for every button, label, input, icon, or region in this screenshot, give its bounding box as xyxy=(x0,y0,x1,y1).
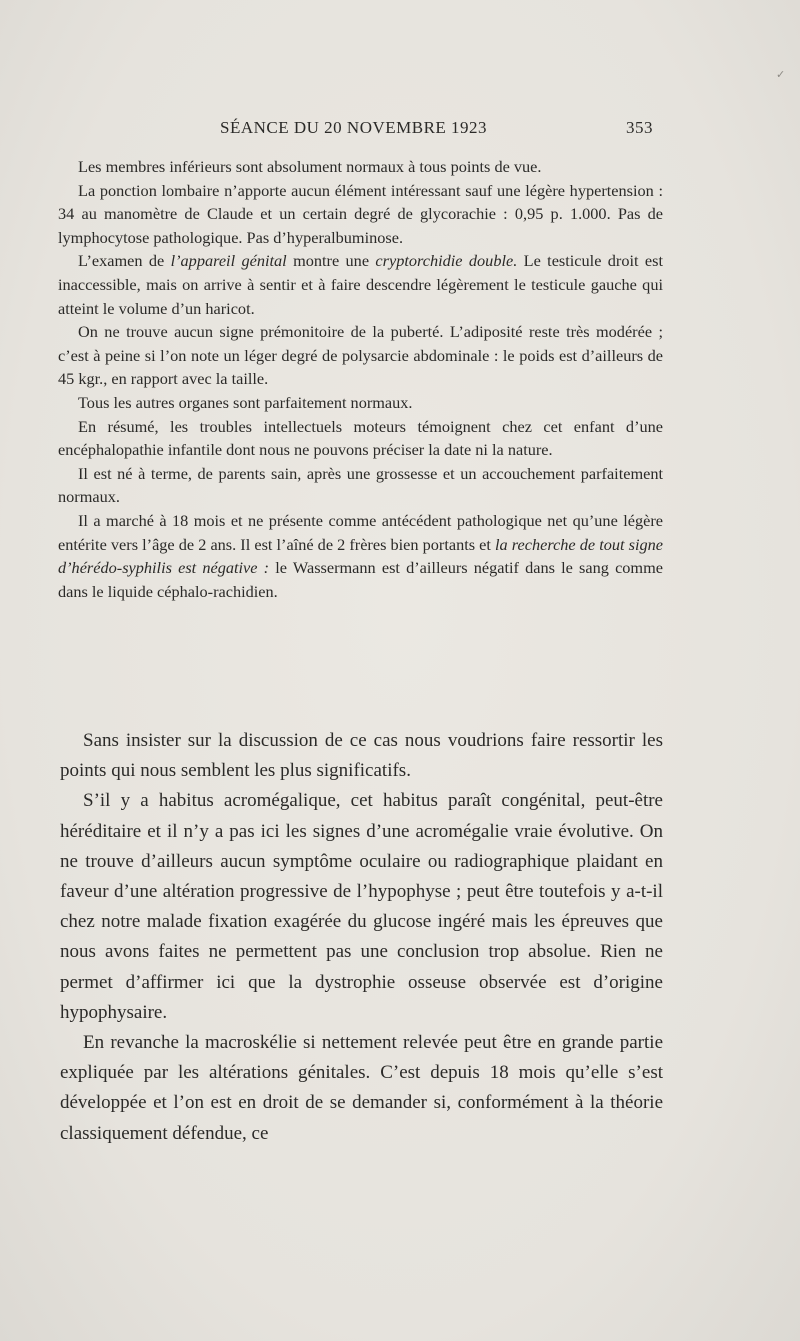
paragraph: En résumé, les troubles intellectuels moteurs témoignent chez cet enfant d’une encéphalopathie infantile dont nous ne pouvons préciser la date ni la nature. xyxy=(58,416,663,460)
page-number: 353 xyxy=(626,118,653,137)
text-run: Il a marché à 18 mois et ne présente comme antécédent pathologique net qu’une légère entérite vers l’âge de 2 ans. Il est l’aîné de 2 frères bien portants et xyxy=(58,510,663,554)
margin-mark: ✓ xyxy=(776,69,786,81)
paragraph: Il est né à terme, de parents sain, après une grossesse et un accouchement parfaitement normaux. xyxy=(58,463,663,507)
paragraph: S’il y a habitus acromégalique, cet habitus paraît congénital, peut-être héréditaire et il n’y a pas ici les signes d’une acromégalie vraie évolutive. On ne trouve d’ailleurs aucun symptôme oculaire ou radiographique plaidant en faveur d’une altération progressive de l’hypophyse ; peut être toutefois y a-t-il chez notre malade fixation exagérée du glucose ingéré mais les épreuves que nous avons faites ne permettent pas une conclusion trop absolue. Rien ne permet d’affirmer ici que la dystrophie osseuse observée est d’origine hypophysaire. xyxy=(60,790,663,1023)
text-run: L’examen de xyxy=(78,251,171,271)
paragraph: Les membres inférieurs sont absolument normaux à tous points de vue. xyxy=(78,157,542,176)
paragraph xyxy=(58,249,663,320)
paragraph: En revanche la macroskélie si nettement relevée peut être en grande partie expliquée par les altérations génitales. C’est depuis 18 mois qu’elle s’est développée et l’on est en droit de se demander si, conformément à la théorie classiquement défendue, ce xyxy=(60,1032,663,1144)
discussion-text xyxy=(60,726,663,1149)
paragraph: La ponction lombaire n’apporte aucun élément intéressant sauf une légère hypertension : 34 au manomètre de Claude et un certain degré de glycorachie : 0,95 p. 1.000. Pas de lymphocytose pathologique. Pas d’hyperalbuminose. xyxy=(58,180,663,247)
paragraph: Sans insister sur la discussion de ce cas nous voudrions faire ressortir les points qui nous semblent les plus significatifs. xyxy=(60,730,663,782)
text-run: Le testicule droit est inaccessible, mais on arrive à sentir et à faire descendre légèrement le testicule gauche qui atteint le volume d’un haricot. xyxy=(58,251,663,318)
running-title: SÉANCE DU 20 NOVEMBRE 1923 xyxy=(220,118,488,137)
italic-run: l’appareil génital xyxy=(170,251,287,271)
paragraph: On ne trouve aucun signe prémonitoire de la puberté. L’adiposité reste très modérée ; c’est à peine si l’on note un léger degré de polysarcie abdominale : le poids est d’ailleurs de 45 kgr., en rapport avec la taille. xyxy=(58,322,663,389)
paragraph: Tous les autres organes sont parfaitement normaux. xyxy=(78,392,413,412)
text-run: montre une xyxy=(286,251,376,271)
paragraph xyxy=(58,509,663,603)
italic-run: cryptorchidie double. xyxy=(375,251,518,271)
italic-run: la recherche de tout signe d’hérédo-syphilis est négative : xyxy=(58,534,664,578)
case-report-text xyxy=(58,155,663,603)
text-run: le Wassermann est d’ailleurs négatif dans le sang comme dans le liquide céphalo-rachidien. xyxy=(58,558,663,601)
